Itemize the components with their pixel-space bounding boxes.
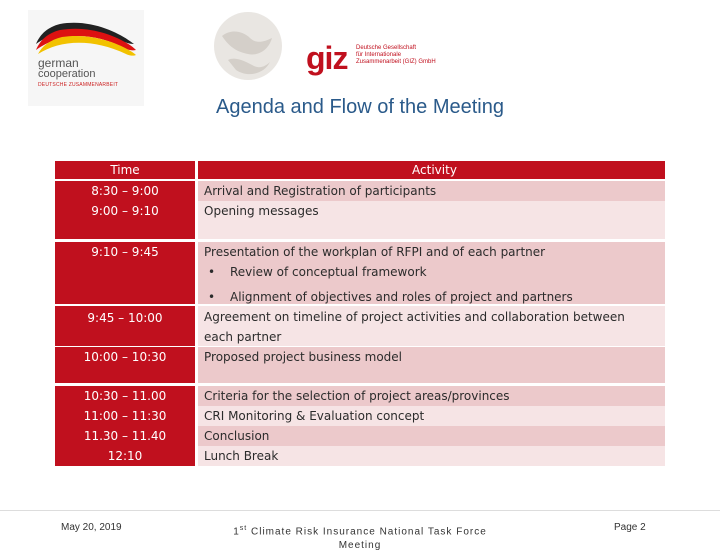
bullet-icon: •: [208, 265, 216, 279]
table-row-time: 10:00 – 10:30: [55, 347, 195, 383]
footer-event-title: [230, 522, 490, 553]
event-ordinal-suffix: st: [239, 525, 248, 532]
list-item: [204, 287, 573, 307]
table-row-time: 9:10 – 9:45: [55, 242, 195, 304]
table-row-activity: Arrival and Registration of participants: [198, 181, 665, 201]
activity-text: Presentation of the workplan of RFPI and of each partner: [204, 245, 546, 259]
table-row-activity: [198, 306, 665, 346]
event-ordinal: 1: [233, 526, 240, 538]
footer-date: May 20, 2019: [61, 522, 122, 533]
footer-page-number: Page 2: [614, 522, 646, 533]
logo-text-cooperation: cooperation: [38, 68, 96, 80]
table-row-activity: Lunch Break: [198, 446, 665, 466]
table-header-time: Time: [55, 161, 195, 179]
giz-logo: giz: [306, 40, 348, 76]
table-header-activity: Activity: [198, 161, 665, 179]
bullet-icon: •: [208, 290, 216, 304]
german-cooperation-logo: [28, 10, 144, 106]
activity-text: Agreement on timeline of project activities and collaboration between: [204, 310, 625, 324]
table-row-time: 11.30 – 11.40: [55, 426, 195, 446]
table-row-activity: Opening messages: [198, 201, 665, 239]
table-row-activity: [198, 242, 665, 304]
globe-icon: [210, 8, 286, 84]
activity-text: each partner: [204, 330, 282, 344]
table-row-activity: CRI Monitoring & Evaluation concept: [198, 406, 665, 426]
giz-logo-text: [356, 45, 466, 66]
table-row-time: 8:30 – 9:00: [55, 181, 195, 201]
table-row-activity: Conclusion: [198, 426, 665, 446]
table-row-time: 11:00 – 11:30: [55, 406, 195, 426]
bullet-text: Alignment of objectives and roles of project and partners: [230, 290, 573, 304]
table-row-activity: Criteria for the selection of project areas/provinces: [198, 386, 665, 406]
page-title: Agenda and Flow of the Meeting: [216, 96, 504, 118]
table-row-time: 9:00 – 9:10: [55, 201, 195, 239]
list-item: [204, 262, 427, 282]
logo-text-german: german: [38, 56, 79, 70]
giz-text-line: für Internationale: [356, 52, 402, 58]
event-name: Climate Risk Insurance National Task Force Meeting: [247, 526, 487, 552]
logo-text-deutsche-zusammenarbeit: DEUTSCHE ZUSAMMENARBEIT: [38, 82, 119, 88]
table-row-time: 9:45 – 10:00: [55, 306, 195, 346]
bullet-text: Review of conceptual framework: [230, 265, 427, 279]
footer-divider: [0, 510, 720, 511]
table-row-time: 10:30 – 11.00: [55, 386, 195, 406]
giz-text-line: Deutsche Gesellschaft: [356, 45, 417, 51]
giz-text-line: Zusammenarbeit (GIZ) GmbH: [356, 59, 436, 65]
table-row-activity: Proposed project business model: [198, 347, 665, 383]
table-row-time: 12:10: [55, 446, 195, 466]
